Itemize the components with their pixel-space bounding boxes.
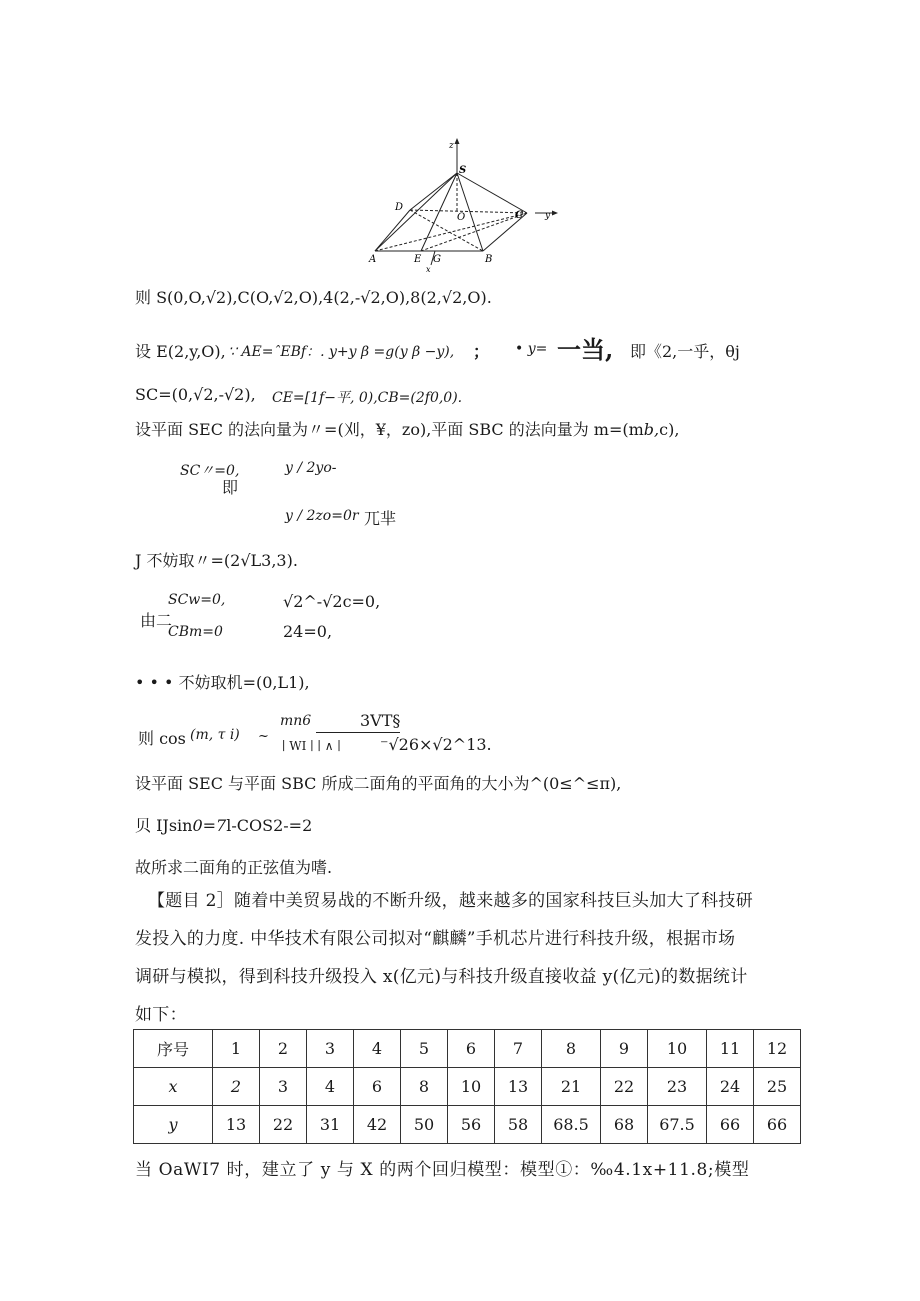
table-row: [134, 1068, 801, 1106]
table-cell: 66: [707, 1106, 754, 1144]
table-cell: 10: [648, 1030, 707, 1068]
cos-label: 则 cos: [138, 729, 186, 748]
problem2-line2: 发投入的力度. 中华技术有限公司拟对“麒麟”手机芯片进行科技升级，根据市场: [135, 929, 736, 949]
table-cell: 8: [542, 1030, 601, 1068]
problem2-line4: 如下：: [135, 1005, 187, 1025]
line-regression-models: 当 OaWI7 时，建立了 y 与 X 的两个回归模型：模型①：‰4.1x+11.8;模型: [135, 1160, 750, 1180]
edge-sd: [410, 173, 457, 210]
table-cell: y: [134, 1106, 213, 1144]
edge-sc: [457, 173, 527, 213]
table-cell: 66: [754, 1106, 801, 1144]
line-choose-m: • • • 不妨取机=(0,L1),: [135, 673, 310, 692]
eq-y-2yo: y / 2yo-: [285, 460, 337, 476]
y-axis-arrow: [552, 211, 558, 216]
table-cell: 序号: [134, 1030, 213, 1068]
line-sc-vector: SC=(0,√2,-√2),: [135, 385, 256, 404]
label-o: O: [457, 212, 466, 223]
line-choose-n: J 不妨取〃=(2√L3,3).: [135, 551, 298, 570]
eq-y-2zo: y / 2zo=0r: [285, 508, 359, 524]
cos-args: (m, τ i): [190, 727, 240, 743]
eq-sc-w: SCw=0,: [168, 592, 226, 608]
table-cell: x: [134, 1068, 213, 1106]
table-cell: 11: [707, 1030, 754, 1068]
table-cell: 6: [354, 1068, 401, 1106]
line-dihedral: 设平面 SEC 与平面 SBC 所成二面角的平面角的大小为^(0≤^≤π),: [135, 774, 622, 793]
eq-sc-n: SC〃=0,: [180, 463, 240, 479]
fraction-bar: [316, 732, 400, 733]
sin-rest: l-COS2-=2: [226, 816, 313, 835]
line-sin: [135, 813, 312, 836]
line-normal-vectors: [135, 417, 679, 440]
edge-ad: [375, 210, 410, 251]
line-vector-ae: ∵ AE=ˆEBf：. y+y β =g(y β −y),: [228, 344, 455, 360]
table-cell: 12: [754, 1030, 801, 1068]
diag-ac: [375, 213, 527, 251]
edge-ce: [421, 213, 527, 251]
table-cell: 23: [648, 1068, 707, 1106]
edge-dc: [410, 210, 527, 213]
edge-sa: [375, 173, 457, 251]
table-cell: 10: [448, 1068, 495, 1106]
table-cell: 4: [354, 1030, 401, 1068]
line-y-equals: • y=: [515, 341, 548, 357]
sin-prefix: 贝 IJsin: [135, 816, 193, 835]
eq-cb-m: CBm=0: [168, 624, 223, 640]
table-cell: 56: [448, 1106, 495, 1144]
table-cell: 5: [401, 1030, 448, 1068]
label-g: G: [433, 254, 441, 265]
table-cell: 3: [260, 1068, 307, 1106]
eq-from: 由二: [140, 611, 173, 630]
cos-numerator: mn6: [280, 713, 312, 729]
eq-ji: 即: [222, 478, 239, 497]
problem2-line3: 调研与模拟，得到科技升级投入 x(亿元)与科技升级直接收益 y(亿元)的数据统计: [135, 967, 748, 987]
table-cell: 3: [307, 1030, 354, 1068]
table-cell: 50: [401, 1106, 448, 1144]
sin-theta: 0=7: [192, 816, 227, 835]
label-s: S: [459, 165, 467, 176]
pyramid-figure: [365, 138, 565, 278]
table-cell: 8: [401, 1068, 448, 1106]
table-cell: 9: [601, 1030, 648, 1068]
table-cell: 22: [260, 1106, 307, 1144]
normal-vectors-text: 设平面 SEC 的法向量为〃=(刈，¥，zo),平面 SBC 的法向量为 m=(m: [135, 420, 644, 439]
table-row: [134, 1106, 801, 1144]
z-axis-arrow: [455, 138, 460, 144]
line-ce-cb: CE=[1f−平, 0),CB=(2f0,0).: [272, 390, 463, 406]
cos-tilde: ~: [258, 729, 269, 744]
table-cell: 31: [307, 1106, 354, 1144]
normal-vector-c: c),: [659, 420, 680, 439]
table-cell: 68.5: [542, 1106, 601, 1144]
eq-24: 24=0,: [283, 622, 333, 641]
table-cell: 68: [601, 1106, 648, 1144]
table-cell: 24: [707, 1068, 754, 1106]
label-e: E: [414, 254, 422, 265]
table-cell: 13: [495, 1068, 542, 1106]
table-cell: 25: [754, 1068, 801, 1106]
data-table: [133, 1029, 801, 1144]
table-cell: 21: [542, 1068, 601, 1106]
cos-numerator-value: 3VT§: [360, 711, 401, 730]
label-a: A: [369, 254, 377, 265]
line-coordinates: 则 S(0,O,√2),C(O,√2,O),4(2,-√2,O),8(2,√2,O).: [135, 288, 492, 307]
table-row: [134, 1030, 801, 1068]
label-b: B: [485, 254, 493, 265]
line-e-point: 即《2,一乎，θj: [630, 342, 740, 361]
label-z: z: [449, 141, 454, 151]
edge-se: [421, 173, 457, 251]
table-cell: 2: [213, 1068, 260, 1106]
table-cell: 7: [495, 1030, 542, 1068]
cos-result: ⁻√26×√2^13.: [380, 735, 492, 754]
line-semicolon: ；: [473, 342, 490, 361]
table-cell: 1: [213, 1030, 260, 1068]
table-cell: 4: [307, 1068, 354, 1106]
table-cell: 2: [260, 1030, 307, 1068]
table-cell: 42: [354, 1106, 401, 1144]
table-cell: 13: [213, 1106, 260, 1144]
table-cell: 22: [601, 1068, 648, 1106]
label-y: y: [545, 211, 551, 221]
eq-suffix: 兀芈: [364, 509, 397, 528]
cos-denominator: ∣ WI ∣ ∣ ∧ ∣: [282, 739, 341, 753]
normal-vector-b: b,: [643, 420, 660, 439]
label-d: D: [395, 202, 404, 213]
table-cell: 67.5: [648, 1106, 707, 1144]
line-answer: 故所求二面角的正弦值为嗜.: [135, 858, 333, 877]
line-y-value: 一当,: [557, 335, 614, 364]
eq-sqrt2: √2^-√2c=0,: [283, 592, 381, 611]
table-cell: 6: [448, 1030, 495, 1068]
diag-db: [410, 210, 483, 251]
table-cell: 58: [495, 1106, 542, 1144]
label-x: x: [426, 265, 431, 274]
problem2-line1: 【题目 2］随着中美贸易战的不断升级，越来越多的国家科技巨头加大了科技研: [148, 891, 754, 911]
label-c: C: [515, 210, 523, 221]
line-set-e: 设 E(2,y,O),: [135, 342, 226, 361]
